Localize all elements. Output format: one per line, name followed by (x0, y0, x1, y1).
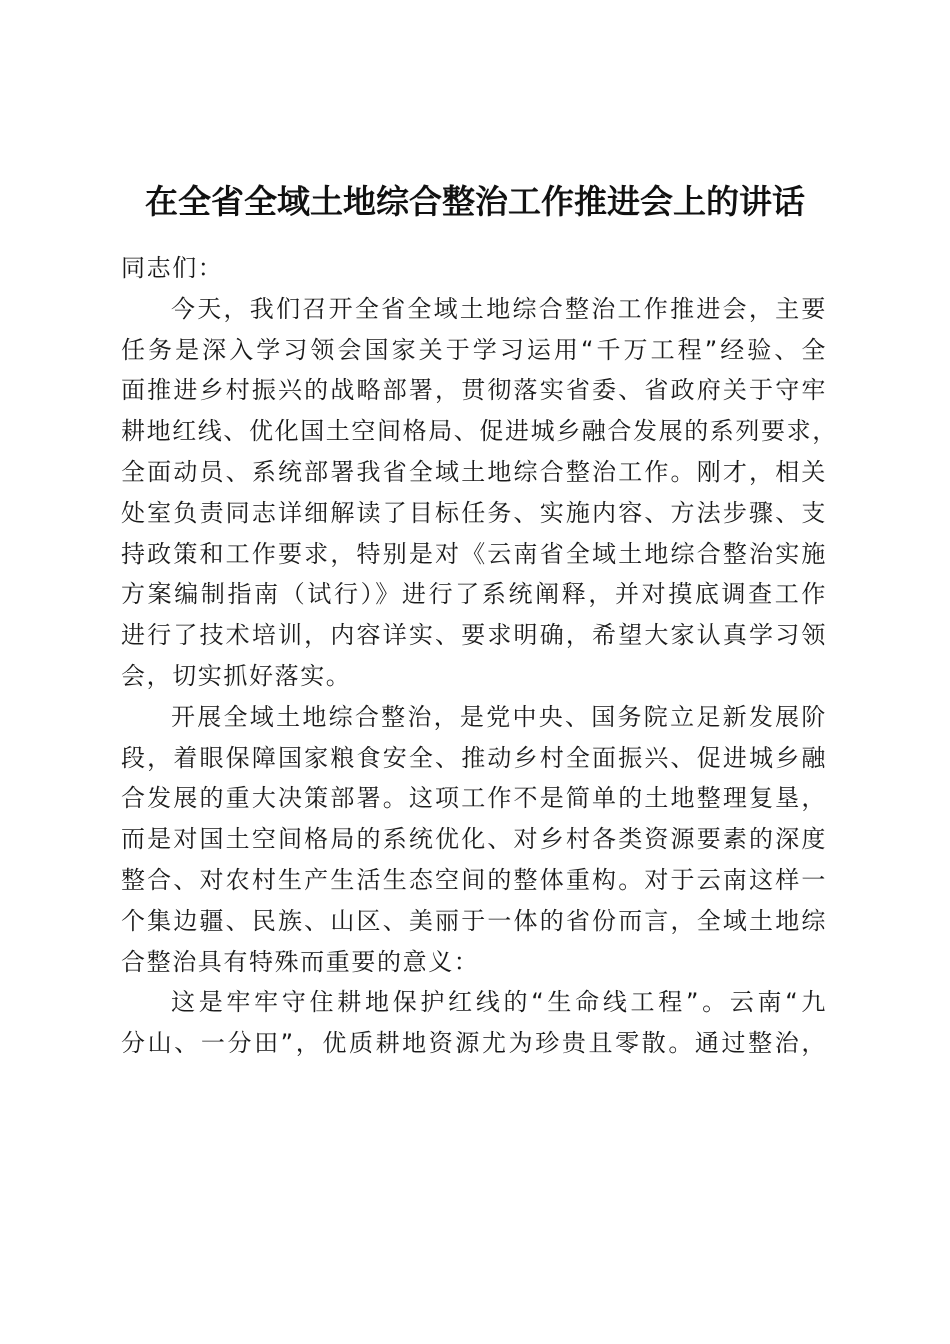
text-line: 分山、一分田”，优质耕地资源尤为珍贵且零散。通过整治， (121, 1029, 827, 1058)
text-line: 耕地红线、优化国土空间格局、促进城乡融合发展的系列要求， (121, 417, 838, 446)
text-line: 合发展的重大决策部署。这项工作不是简单的土地整理复垦， (121, 784, 827, 813)
text-line: 段，着眼保障国家粮食安全、推动乡村全面振兴、促进城乡融 (121, 743, 827, 772)
text-line: 方案编制指南（试行）》进行了系统阐释，并对摸底调查工作 (121, 580, 827, 609)
document-title: 在全省全域土地综合整治工作推进会上的讲话 (145, 182, 805, 221)
text-line: 整合、对农村生产生活生态空间的整体重构。对于云南这样一 (121, 865, 827, 894)
text-line: 而是对国土空间格局的系统优化、对乡村各类资源要素的深度 (121, 825, 827, 854)
text-line: 会，切实抓好落实。 (121, 661, 352, 690)
text-line: 个集边疆、民族、山区、美丽于一体的省份而言，全域土地综 (121, 906, 827, 935)
text-line: 合整治具有特殊而重要的意义： (121, 947, 480, 976)
paragraph-3 (121, 982, 827, 1064)
text-line: 进行了技术培训，内容详实、要求明确，希望大家认真学习领 (121, 621, 827, 650)
text-line: 今天，我们召开全省全域土地综合整治工作推进会，主要 (171, 294, 827, 323)
text-line: 任务是深入学习领会国家关于学习运用“千万工程”经验、全 (121, 335, 827, 364)
text-line: 处室负责同志详细解读了目标任务、实施内容、方法步骤、支 (121, 498, 827, 527)
text-line: 全面动员、系统部署我省全域土地综合整治工作。刚才，相关 (121, 457, 827, 486)
text-line: 这是牢牢守住耕地保护红线的“生命线工程”。云南“九 (171, 988, 827, 1017)
paragraph-2 (121, 697, 827, 983)
text-line: 面推进乡村振兴的战略部署，贯彻落实省委、省政府关于守牢 (121, 376, 827, 405)
document-body (121, 248, 838, 1064)
salutation: 同志们： (121, 254, 224, 282)
paragraph-1 (121, 289, 838, 697)
text-line: 持政策和工作要求，特别是对《云南省全域土地综合整治实施 (121, 539, 827, 568)
text-line: 开展全域土地综合整治，是党中央、国务院立足新发展阶 (171, 702, 827, 731)
